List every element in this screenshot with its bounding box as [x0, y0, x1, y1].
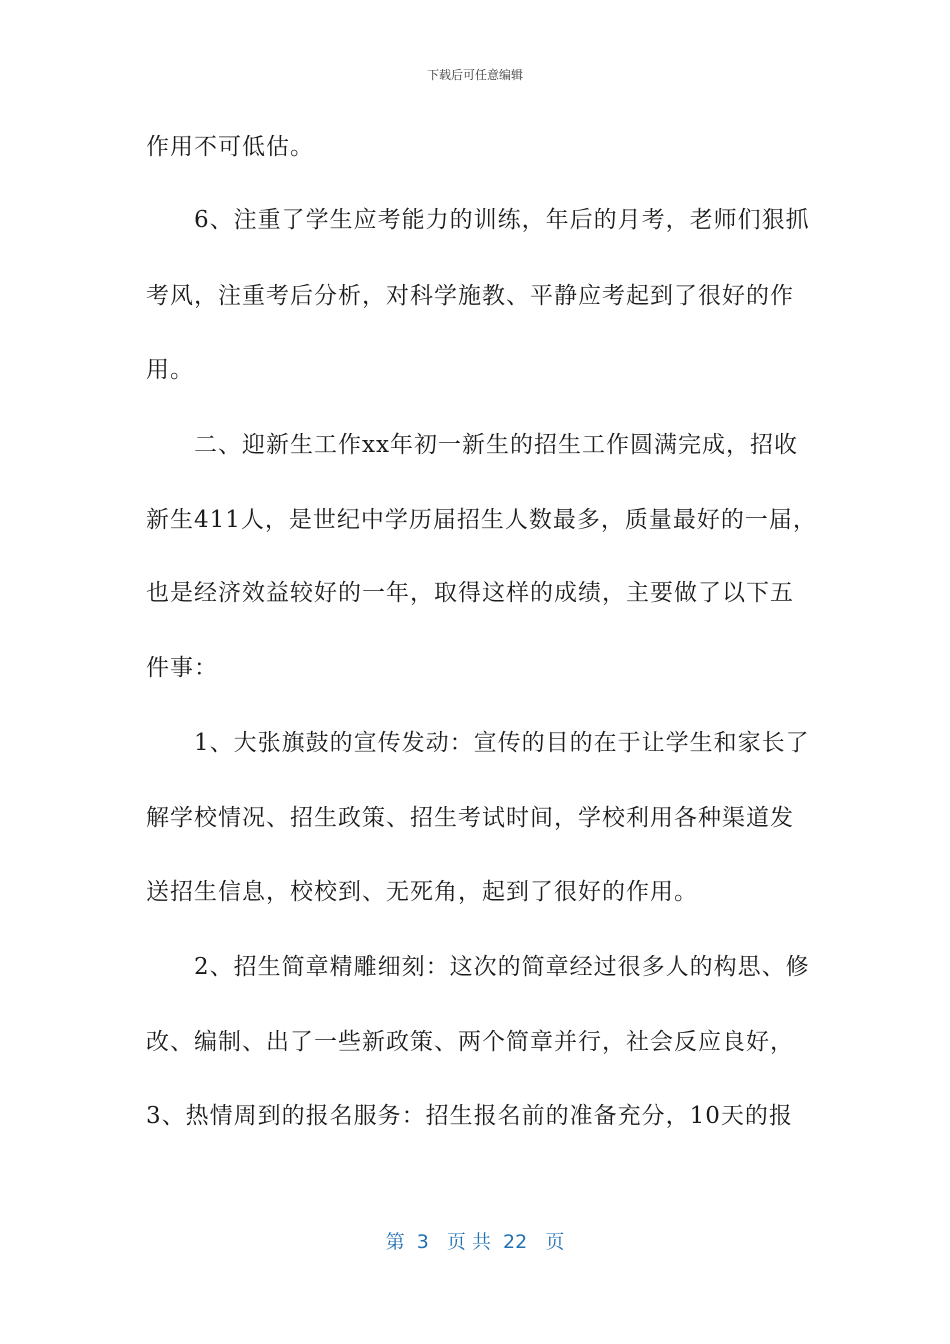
text-line: 送招生信息，校校到、无死角，起到了很好的作用。: [146, 879, 698, 905]
text-line: 6、注重了学生应考能力的训练，年后的月考，老师们狠抓: [146, 207, 810, 233]
page-number-footer: 第 3 页 共 22 页: [385, 1231, 565, 1253]
text-line: 作用不可低估。: [146, 134, 314, 160]
text-line: 新生411人，是世纪中学历届招生人数最多，质量最好的一届，: [146, 507, 817, 533]
text-line: 2、招生简章精雕细刻：这次的简章经过很多人的构思、修: [146, 954, 810, 980]
text-line: 考风，注重考后分析，对科学施教、平静应考起到了很好的作: [146, 283, 794, 309]
text-line: 二、迎新生工作xx年初一新生的招生工作圆满完成，招收: [146, 432, 798, 458]
text-line: 解学校情况、招生政策、招生考试时间，学校利用各种渠道发: [146, 805, 794, 831]
header-note: 下载后可任意编辑: [426, 68, 523, 82]
text-line: 用。: [146, 357, 194, 383]
text-line: 件事：: [146, 655, 218, 681]
text-line: 1、大张旗鼓的宣传发动：宣传的目的在于让学生和家长了: [146, 730, 810, 756]
text-line: 改、编制、出了一些新政策、两个简章并行，社会反应良好，: [146, 1029, 794, 1055]
text-line: 也是经济效益较好的一年，取得这样的成绩，主要做了以下五: [146, 580, 794, 606]
text-line: 3、热情周到的报名服务：招生报名前的准备充分，10天的报: [146, 1103, 793, 1129]
